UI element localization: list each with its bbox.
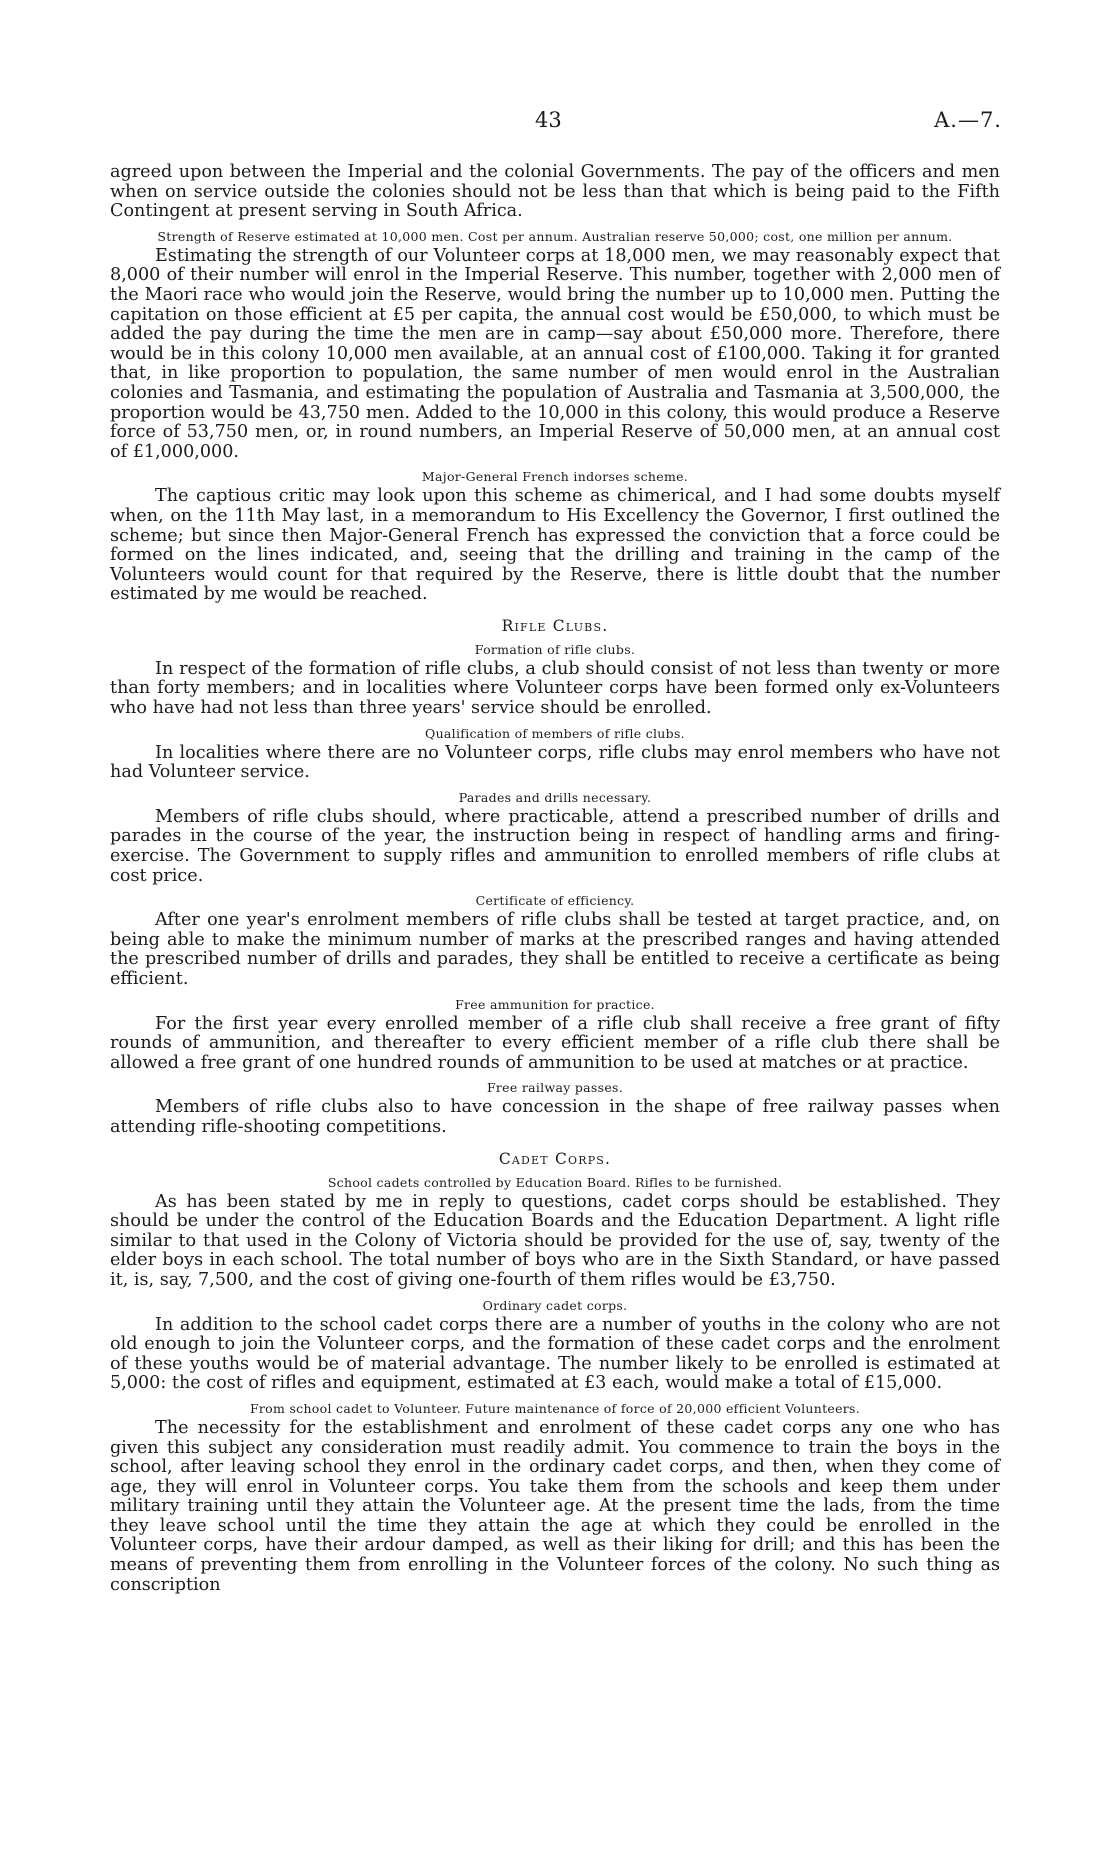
paragraph: The necessity for the establishment and enrolment of these cadet corps any one who has given this subject any consideration must readily admit. You commence to train the boys in the school, after leaving school they enrol in the ordinary cadet corps, and then, when they come of age, they will enrol in Volunteer corps. You take them from the schools and keep them under military training until they attain the Volunteer age. At the present time the lads, from the time they leave school until the time they attain the age at which they could be enrolled in the Volunteer corps, have their ardour damped, as well as their liking for drill; and this has been the means of preventing them from enrolling in the Volunteer forces of the colony. No such thing as conscription <box>110 1417 1000 1595</box>
section-heading: Rifle Clubs. <box>501 616 609 635</box>
page-number: 43 <box>535 108 562 132</box>
paragraph: In addition to the school cadet corps there are a number of youths in the colony who are not old enough to join the Volunteer corps, and the formation of these cadet corps and the enrolment of these youths would be of material advantage. The number likely to be enrolled is estimated at 5,000: the cost of rifles and equipment, estimated at £3 each, would make a total of £15,000. <box>110 1314 1000 1394</box>
paragraph: In localities where there are no Volunteer corps, rifle clubs may enrol members who have not had Volunteer service. <box>110 742 1000 783</box>
paragraph: As has been stated by me in reply to questions, cadet corps should be established. They should be under the control of the Education Boards and the Education Department. A light rifle similar to that used in the Colony of Victoria should be provided for the use of, say, twenty of the elder boys in each school. The total number of boys who are in the Sixth Standard, or have passed it, is, say, 7,500, and the cost of giving one-fourth of them rifles would be £3,750. <box>110 1191 1000 1290</box>
paragraph: Estimating the strength of our Volunteer corps at 18,000 men, we may reasonably expect that 8,000 of their number will enrol in the Imperial Reserve. This number, together with 2,000 men of the Maori race who would join the Reserve, would bring the number up to 10,000 men. Putting the capitation on those efficient at £5 per capita, the annual cost would be £50,000, to which must be added the pay during the time the men are in camp—say about £50,000 more. Therefore, there would be in this colony 10,000 men available, at an annual cost of £100,000. Taking it for granted that, in like proportion to population, the same number of men would enrol in the Australian colonies and Tasmania, and estimating the population of Australia and Tasmania at 3,500,000, the proportion would be 43,750 men. Added to the 10,000 in this colony, this would produce a Reserve force of 53,750 men, or, in round numbers, an Imperial Reserve of 50,000 men, at an annual cost of £1,000,000. <box>110 245 1000 462</box>
page-header <box>0 108 1114 138</box>
side-note: Free ammunition for practice. <box>455 996 655 1012</box>
paragraph: Members of rifle clubs also to have concession in the shape of free railway passes when attending rifle-shooting competitions. <box>110 1097 1000 1137</box>
paragraph: The captious critic may look upon this scheme as chimerical, and I had some doubts myself when, on the 11th May last, in a memorandum to His Excellency the Governor, I first outlined the scheme; but since then Major-General French has expressed the conviction that a force could be formed on the lines indicated, and, seeing that the drilling and training in the camp of the Volunteers would count for that required by the Reserve, there is little doubt that the number estimated by me would be reached. <box>110 486 1000 605</box>
side-note: School cadets controlled by Education Board. Rifles to be furnished. <box>327 1174 783 1190</box>
paragraph: Members of rifle clubs should, where practicable, attend a prescribed number of drills and parades in the course of the year, the instruction being in respect of handling arms and firing-exercise. The Government to supply rifles and ammunition to enrolled members of rifle clubs at cost price. <box>110 806 1000 886</box>
side-note: Certificate of efficiency. <box>475 893 635 909</box>
side-note: Free railway passes. <box>486 1080 624 1096</box>
side-note: Parades and drills necessary. <box>458 789 652 805</box>
paragraph: In respect of the formation of rifle clubs, a club should consist of not less than twenty or more than forty members; and in localities where Volunteer corps have been formed only ex-Volunteers who have had not less than three years' service should be enrolled. <box>110 658 1000 719</box>
side-note: Strength of Reserve estimated at 10,000 men. Cost per annum. Australian reserve 50,000; cost, one million per annum. <box>157 228 953 244</box>
paragraph: After one year's enrolment members of rifle clubs shall be tested at target practice, and, on being able to make the minimum number of marks at the prescribed ranges and having attended the prescribed number of drills and parades, they shall be entitled to receive a certificate as being efficient. <box>110 910 1000 989</box>
side-note: Major-General French indorses scheme. <box>421 469 689 485</box>
side-note: Qualification of members of rifle clubs. <box>425 725 685 741</box>
document-reference: A.—7. <box>934 108 1002 132</box>
document-body <box>110 163 1000 1595</box>
side-note: Ordinary cadet corps. <box>482 1297 628 1313</box>
paragraph: For the first year every enrolled member of a rifle club shall receive a free grant of fifty rounds of ammunition, and thereafter to every efficient member of a rifle club there shall be allowed a free grant of one hundred rounds of ammunition to be used at matches or at practice. <box>110 1013 1000 1073</box>
side-note: From school cadet to Volunteer. Future maintenance of force of 20,000 efficient Volunteers. <box>249 1400 861 1416</box>
paragraph: agreed upon between the Imperial and the colonial Governments. The pay of the officers and men when on service outside the colonies should not be less than that which is being paid to the Fifth Contingent at present serving in South Africa. <box>110 162 1000 222</box>
section-heading: Cadet Corps. <box>498 1149 612 1168</box>
side-note: Formation of rifle clubs. <box>474 641 636 657</box>
